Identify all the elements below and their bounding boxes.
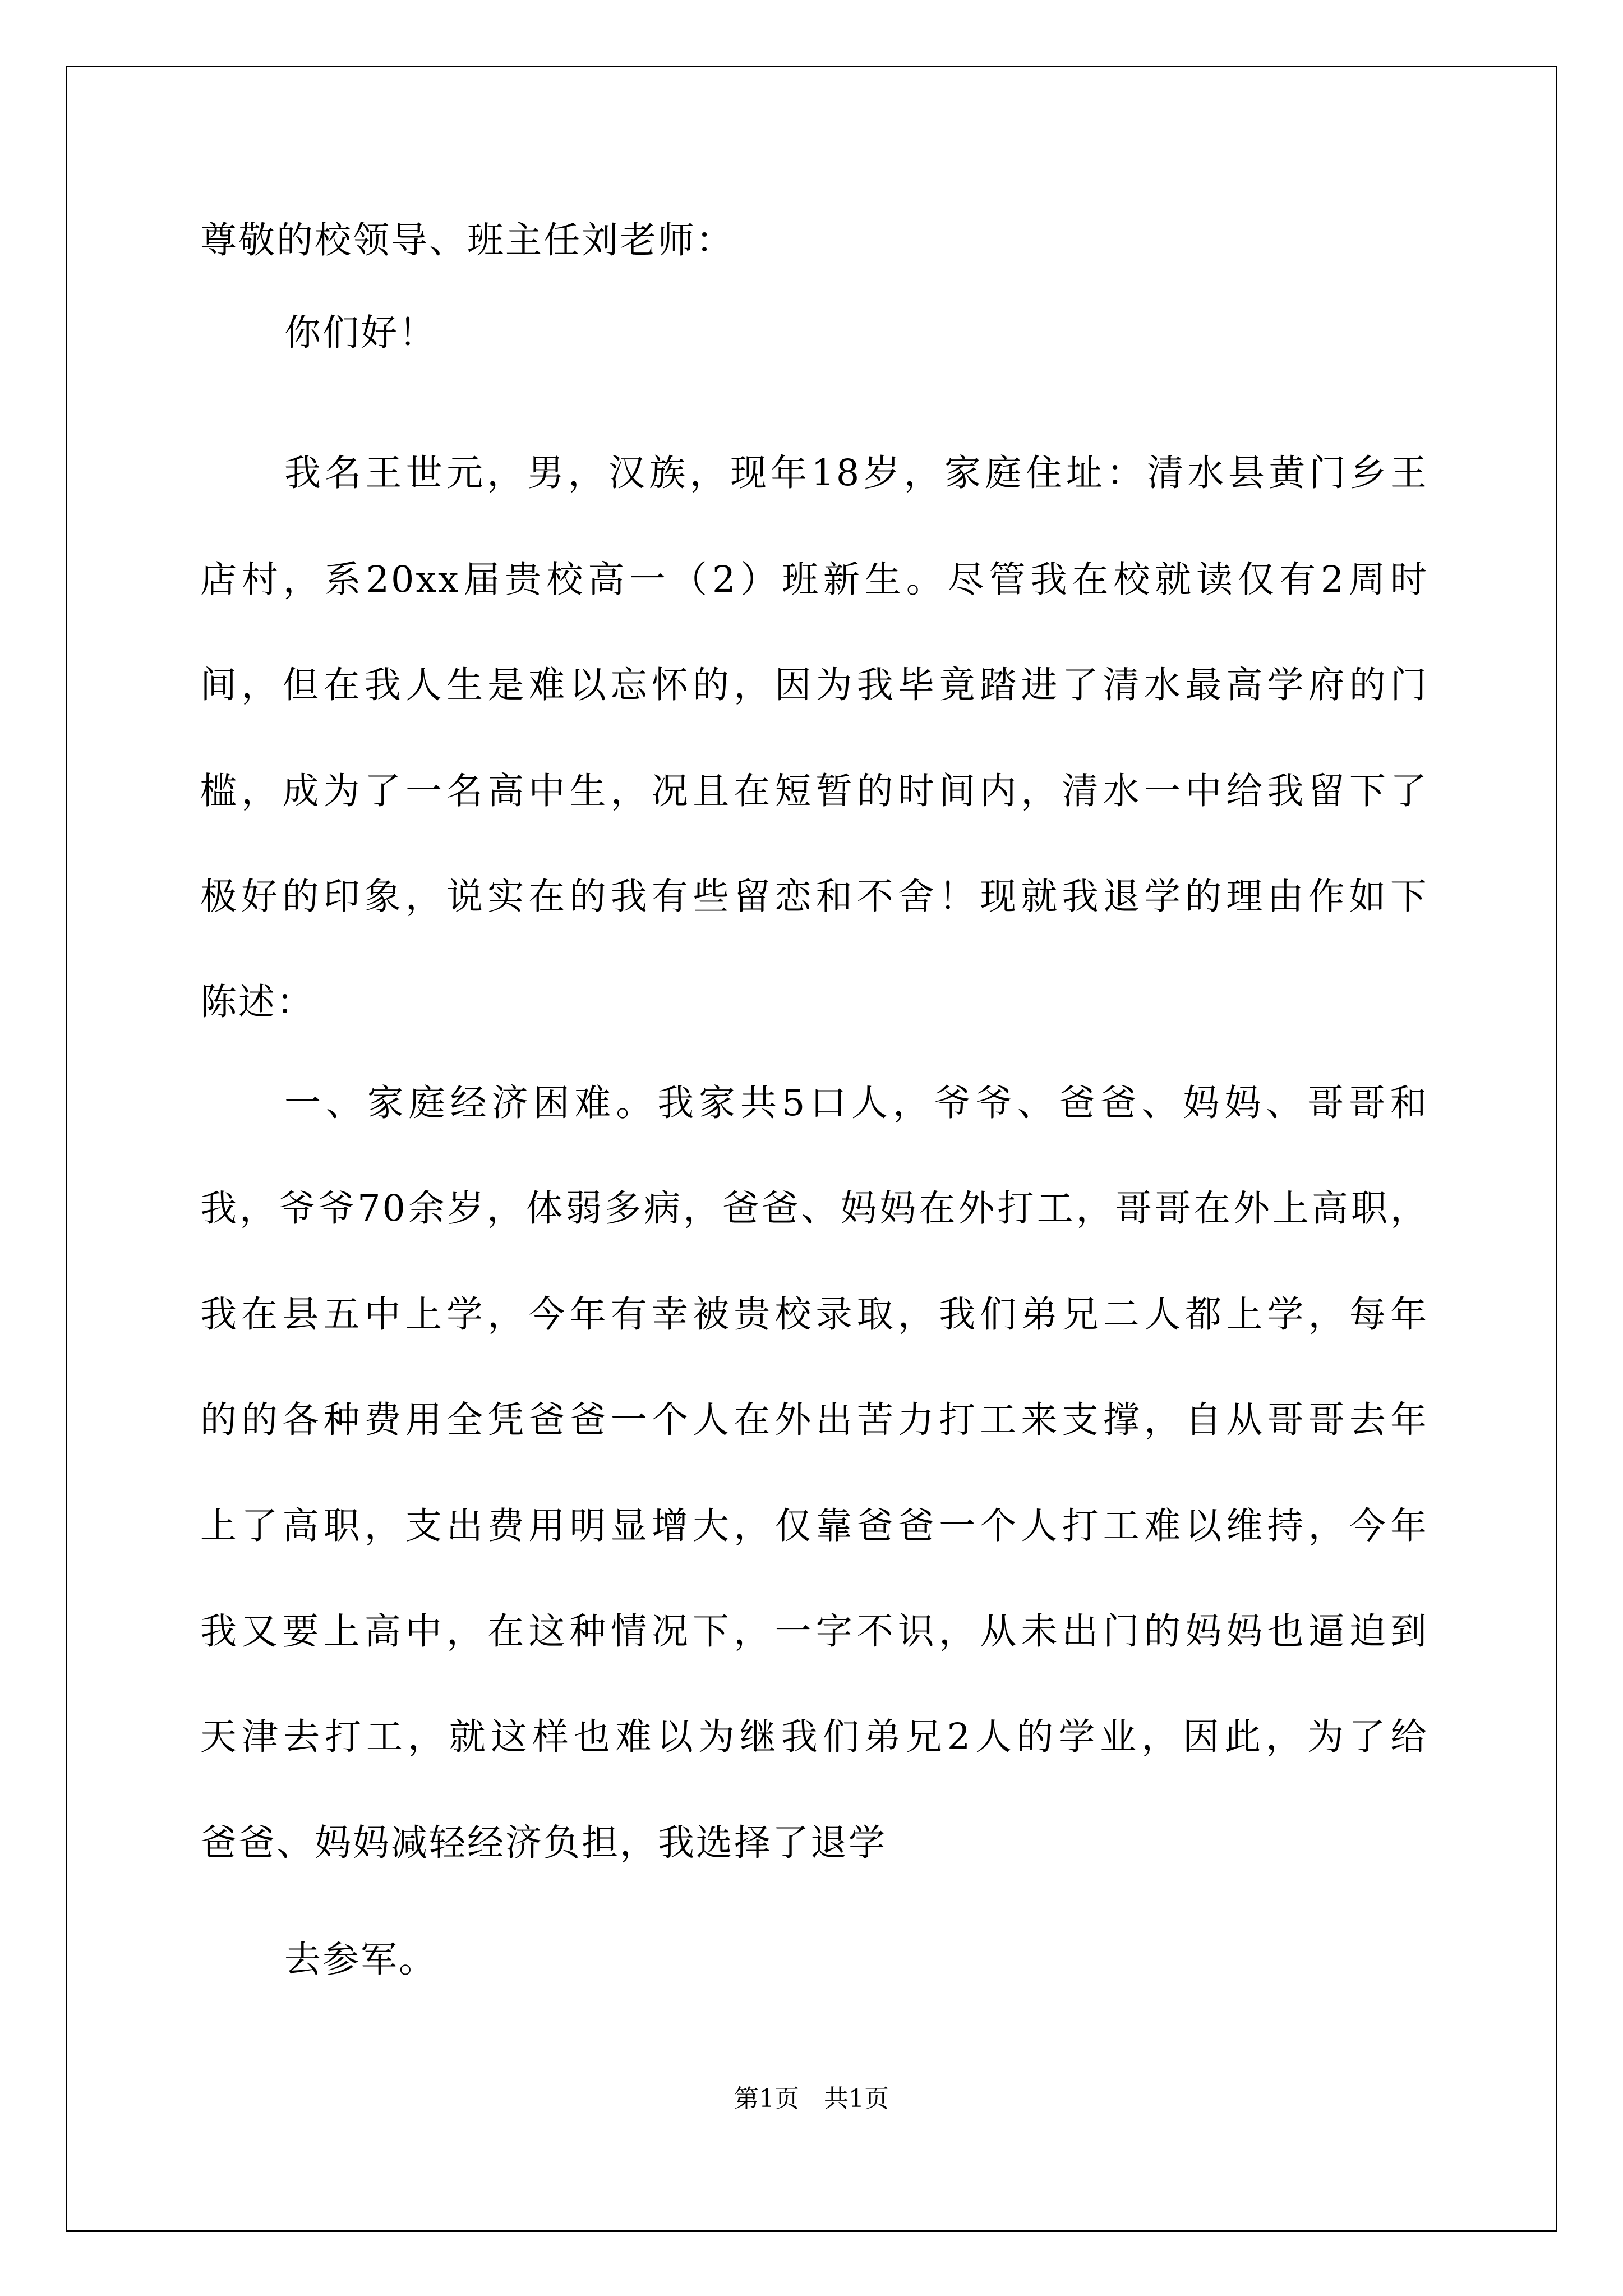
paragraph-2-line: 爸爸、妈妈减轻经济负担，我选择了退学 [200,1822,887,1864]
paragraph-2-line: 我又要上高中，在这种情况下，一字不识，从未出门的妈妈也逼迫到 [200,1611,1428,1653]
paragraph-1-line: 陈述： [200,981,315,1023]
page-number-footer: 第1页 共1页 [734,2085,889,2113]
paragraph-3-line: 去参军。 [284,1939,437,1981]
salutation: 尊敬的校领导、班主任刘老师： [200,219,735,261]
page-border [66,66,1557,2232]
paragraph-2-line: 上了高职，支出费用明显增大，仅靠爸爸一个人打工难以维持，今年 [200,1505,1428,1547]
paragraph-2-line: 我，爷爷70余岁，体弱多病，爸爸、妈妈在外打工，哥哥在外上高职， [200,1188,1428,1230]
paragraph-1-line: 极好的印象，说实在的我有些留恋和不舍！现就我退学的理由作如下 [200,876,1428,918]
paragraph-2-line: 的的各种费用全凭爸爸一个人在外出苦力打工来支撑，自从哥哥去年 [200,1399,1428,1441]
paragraph-1-line: 我名王世元，男，汉族，现年18岁，家庭住址：清水县黄门乡王 [284,452,1428,494]
paragraph-2-line: 我在县五中上学，今年有幸被贵校录取，我们弟兄二人都上学，每年 [200,1294,1428,1336]
paragraph-2-line: 天津去打工，就这样也难以为继我们弟兄2人的学业，因此，为了给 [200,1716,1428,1758]
paragraph-2-line: 一、家庭经济困难。我家共5口人，爷爷、爸爸、妈妈、哥哥和 [284,1082,1428,1124]
paragraph-1-line: 间，但在我人生是难以忘怀的，因为我毕竟踏进了清水最高学府的门 [200,664,1428,706]
greeting: 你们好！ [284,312,437,354]
paragraph-1-line: 店村，系20xx届贵校高一（2）班新生。尽管我在校就读仅有2周时 [200,559,1428,601]
paragraph-1-line: 槛，成为了一名高中生，况且在短暂的时间内，清水一中给我留下了 [200,770,1428,812]
